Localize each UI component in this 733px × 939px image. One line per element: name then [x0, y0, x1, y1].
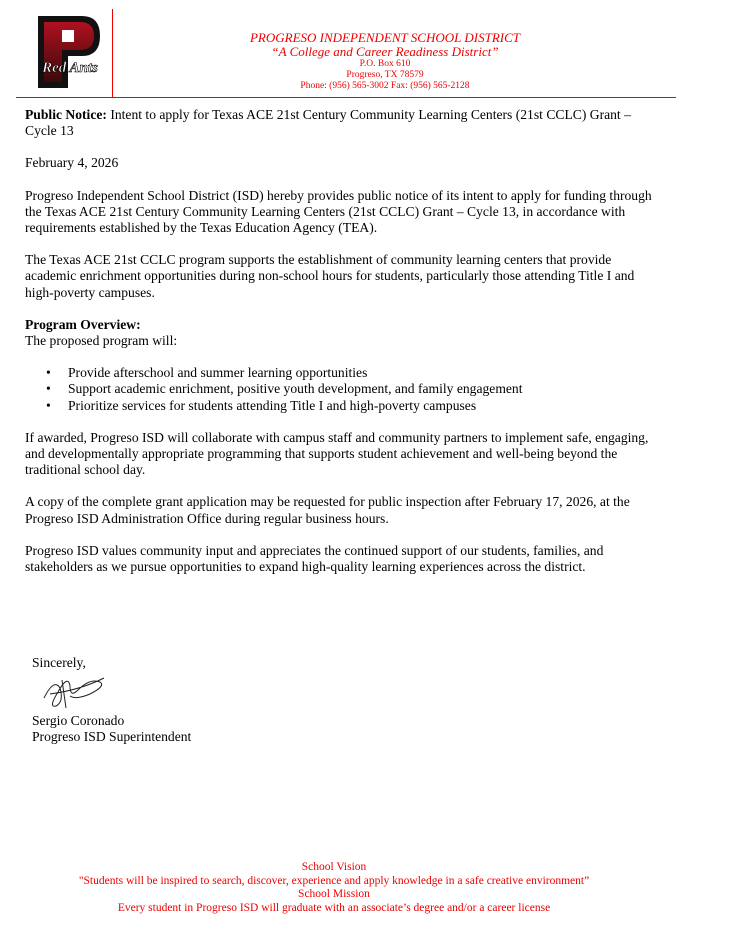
mission-text: Every student in Progreso ISD will graduate with an associate’s degree and/or a career license — [117, 901, 551, 914]
district-motto: “A College and Career Readiness District” — [271, 44, 499, 59]
footer — [0, 861, 668, 915]
po-box: P.O. Box 610 — [359, 59, 411, 69]
handwritten-signature — [40, 668, 110, 716]
notice-title — [25, 107, 665, 139]
header-horizontal-divider — [16, 97, 676, 98]
paragraph: Progreso Independent School District (ISD) hereby provides public notice of its intent to apply for funding through the Texas ACE 21st Century Community Learning Centers (21st CCLC) Grant – Cycle 13, in accordance with requirements established by the Texas Education Agency (TEA). — [25, 187, 652, 236]
overview-heading: Program Overview: — [25, 316, 141, 332]
city: Progreso, TX 78579 — [346, 70, 424, 80]
vision-text: "Students will be inspired to search, discover, experience and apply knowledge in a safe creative environment” — [78, 874, 590, 887]
overview-list — [25, 365, 665, 414]
vision-heading: School Vision — [301, 861, 367, 873]
signer-name: Sergio Coronado — [32, 713, 125, 729]
phone-fax: Phone: (956) 565-3002 Fax: (956) 565-2128 — [300, 81, 470, 91]
paragraph: The Texas ACE 21st CCLC program supports the establishment of community learning centers that provide academic enrichment opportunities during non-school hours for students, particularly those attending Title I and high-poverty campuses. — [25, 252, 635, 300]
list-item: • Prioritize services for students attending Title I and high-poverty campuses — [68, 398, 665, 414]
mission-heading: School Mission — [298, 888, 370, 900]
notice-label: Public Notice: — [25, 107, 107, 122]
signer-title: Progreso ISD Superintendent — [32, 729, 192, 745]
letter-body — [25, 107, 665, 591]
letterhead — [200, 31, 570, 92]
list-item: • Provide afterschool and summer learning opportunities — [68, 365, 665, 381]
district-name: PROGRESO INDEPENDENT SCHOOL DISTRICT — [249, 30, 520, 45]
overview-intro: The proposed program will: — [25, 333, 178, 349]
red-ants-logo — [36, 14, 104, 90]
paragraph: A copy of the complete grant application may be requested for public inspection after February 17, 2026, at the Progreso ISD Administration Office during regular business hours. — [25, 494, 630, 526]
svg-text:Red Ants: Red Ants — [42, 60, 98, 76]
notice-date: February 4, 2026 — [25, 155, 119, 171]
notice-title-text: Intent to apply for Texas ACE 21st Century Community Learning Centers (21st CCLC) Grant – Cycle 13 — [25, 107, 631, 139]
salutation: Sincerely, — [32, 655, 86, 670]
paragraph: If awarded, Progreso ISD will collaborate with campus staff and community partners to implement safe, engaging, and developmentally appropriate programming that supports student achievement and well-being beyond the traditional school day. — [25, 429, 649, 478]
header-vertical-divider — [112, 9, 113, 98]
paragraph: Progreso ISD values community input and appreciates the continued support of our students, families, and stakeholders as we pursue opportunities to expand high-quality learning experiences across the district. — [25, 542, 604, 575]
list-item: • Support academic enrichment, positive youth development, and family engagement — [68, 381, 665, 397]
